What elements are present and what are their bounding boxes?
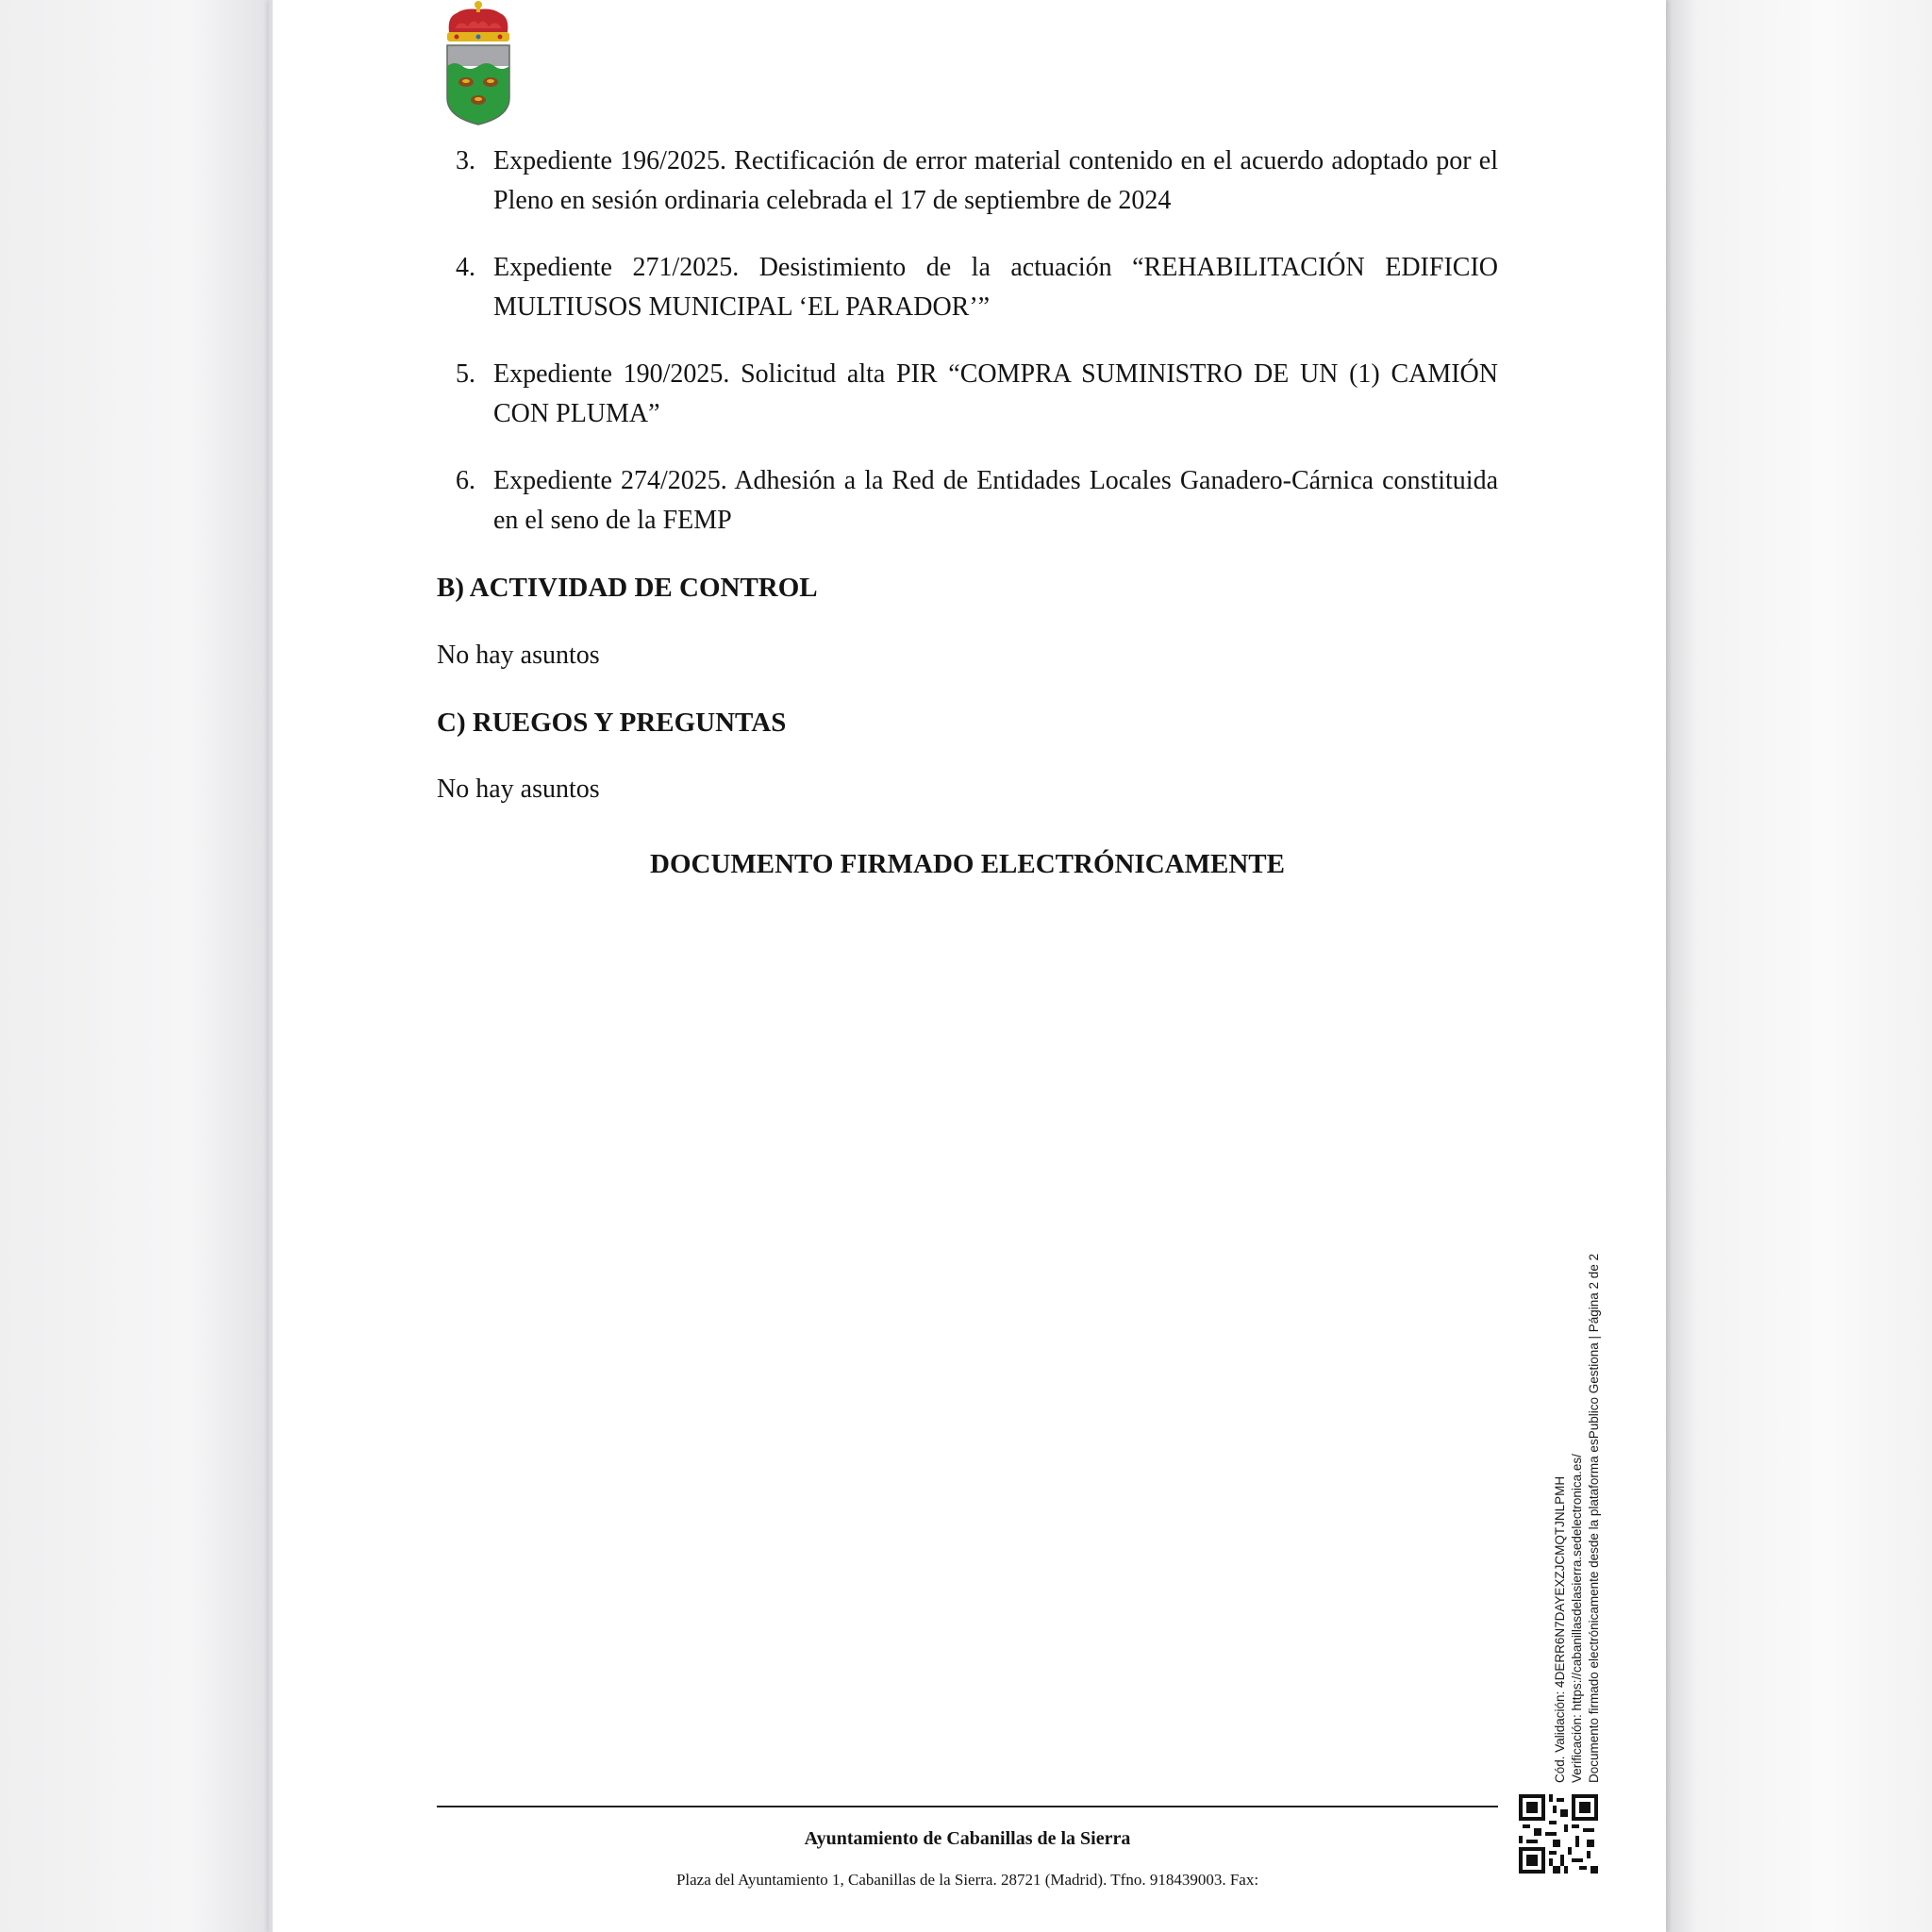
validation-code: Cód. Validación: 4DERR6N7DAYEXZJCMQTJNLPMH (1553, 1475, 1567, 1783)
page-edge (269, 0, 273, 1932)
qr-code-icon[interactable] (1519, 1794, 1598, 1874)
background-left (0, 0, 269, 1932)
agenda-item (456, 248, 1498, 327)
background-right (1666, 0, 1932, 1932)
footer-institution-name: Ayuntamiento de Cabanillas de la Sierra (804, 1828, 1131, 1849)
coat-of-arms-icon (441, 0, 515, 126)
agenda-item-text: Expediente 190/2025. Solicitud alta PIR “COMPRA SUMINISTRO DE UN (1) CAMIÓN CON PLUMA” (493, 359, 1498, 428)
agenda-item-text: Expediente 274/2025. Adhesión a la Red de Entidades Locales Ganadero-Cárnica constituida en el seno de la FEMP (493, 466, 1498, 535)
signature-platform-note: Documento firmado electrónicamente desde la plataforma esPublico Gestiona | Página 2 de 2 (1587, 1253, 1601, 1783)
verification-url[interactable]: Verificación: https://cabanillasdelasierra.sedelectronica.es/ (1570, 1454, 1584, 1783)
agenda-item-number: 3. (456, 146, 475, 175)
agenda-item-number: 5. (456, 359, 475, 389)
footer-divider (437, 1806, 1498, 1807)
agenda-item (456, 355, 1498, 434)
agenda-item-number: 6. (456, 466, 475, 495)
section-b-body: No hay asuntos (437, 641, 600, 670)
footer-address: Plaza del Ayuntamiento 1, Cabanillas de la Sierra. 28721 (Madrid). Tfno. 918439003. Fax: (675, 1871, 1259, 1889)
section-c-heading: C) RUEGOS Y PREGUNTAS (437, 708, 787, 738)
verification-block (1552, 1254, 1603, 1783)
section-c-body: No hay asuntos (437, 774, 600, 804)
agenda-item-number: 4. (456, 253, 475, 282)
agenda-item-text: Expediente 196/2025. Rectificación de error material contenido en el acuerdo adoptado por el Pleno en sesión ordinaria celebrada el 17 de septiembre de 2024 (493, 146, 1498, 215)
section-b-heading: B) ACTIVIDAD DE CONTROL (437, 573, 818, 603)
agenda-item (456, 142, 1498, 221)
signed-notice: DOCUMENTO FIRMADO ELECTRÓNICAMENTE (650, 849, 1285, 879)
agenda-item (456, 461, 1498, 541)
agenda-item-text: Expediente 271/2025. Desistimiento de la actuación “REHABILITACIÓN EDIFICIO MULTIUSOS MUNICIPAL ‘EL PARADOR’” (493, 253, 1498, 322)
